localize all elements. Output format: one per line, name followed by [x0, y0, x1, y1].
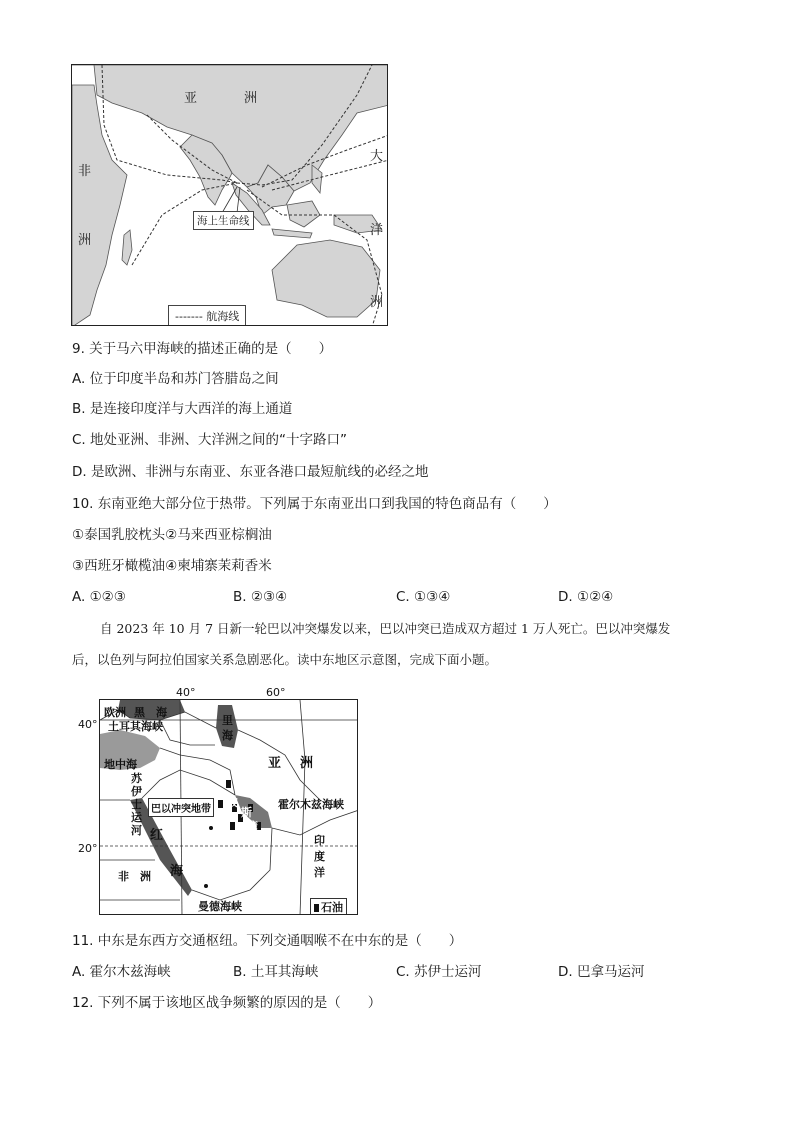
label-hormuz: 霍尔木兹海峡 [278, 798, 344, 811]
deg-top-40: 40° [176, 686, 196, 699]
deg-left-20: 20° [78, 842, 98, 855]
label-gulf-3: 湾 [247, 820, 258, 833]
q10-option-b: B. ②③④ [233, 589, 288, 605]
label-zhou-asia: 洲 [244, 91, 258, 106]
africa-landmass [72, 85, 127, 326]
malacca-map-drawing [72, 65, 388, 326]
deg-top-60: 60° [266, 686, 286, 699]
label-zhou-oceania: 洲 [370, 295, 384, 310]
label-zhou-africa: 洲 [78, 233, 92, 248]
shipping-legend: ------- 航海线 [168, 305, 246, 326]
callout-pointer [222, 187, 237, 213]
label-indian-ocean-1: 印 [314, 834, 325, 847]
java [272, 229, 312, 238]
label-suez-2: 伊 [131, 785, 142, 798]
label-gulf-1: 波 [227, 796, 238, 809]
q10-option-d: D. ①②④ [558, 589, 614, 605]
q11-option-a: A. 霍尔木兹海峡 [72, 964, 171, 980]
label-da: 大 [370, 149, 384, 164]
q9-option-c: C. 地处亚洲、非洲、大洋洲之间的“十字路口” [72, 432, 347, 448]
label-indian-ocean-2: 度 [314, 850, 325, 863]
q9-option-a: A. 位于印度半岛和苏门答腊岛之间 [72, 371, 279, 387]
q11-option-b: B. 土耳其海峡 [233, 964, 319, 980]
city-dot-2 [204, 884, 208, 888]
lifeline-callout: 海上生命线 [193, 211, 254, 230]
middle-east-map [99, 699, 358, 915]
label-ya: 亚 [184, 91, 198, 106]
madagascar [122, 230, 132, 265]
label-turkish-strait: 土耳其海峡 [108, 720, 163, 733]
label-europe: 欧洲 [104, 706, 126, 719]
q9-option-d: D. 是欧洲、非洲与东南亚、东亚各港口最短航线的必经之地 [72, 464, 429, 480]
oil-legend [310, 898, 347, 915]
deg-left-40: 40° [78, 718, 98, 731]
label-suez-4: 运 [131, 811, 142, 824]
q10-option-a: A. ①②③ [72, 589, 126, 605]
q11-option-c: C. 苏伊士运河 [396, 964, 482, 980]
conflict-zone-box: 巴以冲突地带 [148, 798, 214, 817]
passage-line-1: 自 2023 年 10 月 7 日新一轮巴以冲突爆发以来，巴以冲突已造成双方超过 1 万人死亡。巴以冲突爆发 [100, 621, 671, 636]
passage-line-2: 后，以色列与阿拉伯国家关系急剧恶化。读中东地区示意图，完成下面小题。 [72, 652, 498, 667]
label-suez-1: 苏 [131, 772, 142, 785]
label-indian-ocean-3: 洋 [314, 866, 325, 879]
label-suez-3: 士 [131, 798, 142, 811]
borneo [287, 201, 320, 227]
label-asia-2: 洲 [300, 756, 314, 771]
q10-stem: 10. 东南亚绝大部分位于热带。下列属于东南亚出口到我国的特色商品有（ ） [72, 496, 557, 512]
oil-legend-icon [314, 904, 319, 912]
oil-legend-label: 石油 [321, 901, 343, 914]
q9-option-b: B. 是连接印度洋与大西洋的海上通道 [72, 401, 293, 417]
label-suez-5: 河 [131, 824, 142, 837]
label-fei: 非 [78, 164, 92, 179]
label-red-1: 红 [150, 828, 164, 843]
q12-stem: 12. 下列不属于该地区战争频繁的原因的是（ ） [72, 995, 382, 1011]
q10-items-1: ①泰国乳胶枕头②马来西亚棕榈油 [72, 527, 272, 543]
q9-stem: 9. 关于马六甲海峡的描述正确的是（ ） [72, 341, 333, 357]
q11-option-d: D. 巴拿马运河 [558, 964, 645, 980]
label-bab-el-mandeb: 曼德海峡 [198, 900, 242, 913]
label-gulf-2: 斯 [241, 806, 252, 819]
label-asia-1: 亚 [268, 756, 282, 771]
label-caspian-2: 海 [222, 729, 233, 742]
label-black-sea: 黑 海 [134, 706, 167, 719]
q10-option-c: C. ①③④ [396, 589, 451, 605]
malacca-map [71, 64, 388, 326]
label-africa: 非 洲 [118, 870, 151, 883]
label-red-2: 海 [170, 864, 184, 879]
label-yang: 洋 [370, 223, 384, 238]
q10-items-2: ③西班牙橄榄油④柬埔寨茉莉香米 [72, 558, 272, 574]
australia [272, 240, 380, 317]
city-dot-1 [209, 826, 213, 830]
q11-stem: 11. 中东是东西方交通枢纽。下列交通咽喉不在中东的是（ ） [72, 933, 463, 949]
label-mediterranean: 地中海 [104, 758, 137, 771]
label-caspian-1: 里 [222, 714, 233, 727]
